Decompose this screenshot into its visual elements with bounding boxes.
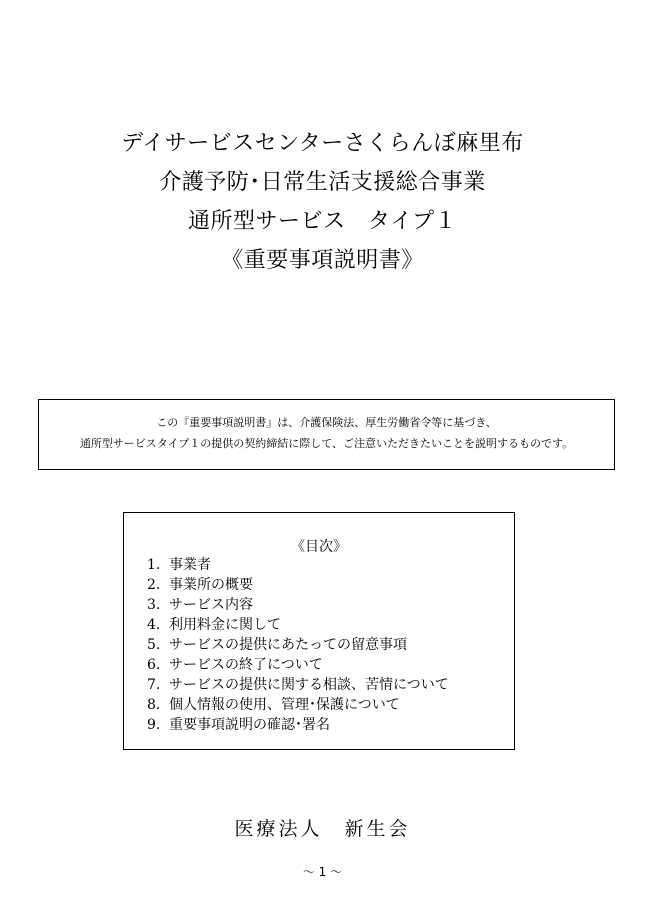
toc-item-number: 4.	[147, 617, 161, 633]
toc-item-label: 個人情報の使用、管理･保護について	[169, 697, 400, 713]
toc-item-number: 9.	[147, 717, 161, 733]
toc-item	[147, 655, 449, 675]
toc-item-number: 5.	[147, 637, 161, 653]
notice-box	[38, 399, 615, 470]
toc-item-label: サービス内容	[169, 597, 253, 613]
title-facility-name: デイサービスセンターさくらんぼ麻里布	[121, 131, 524, 156]
toc-heading: 《目次》	[291, 539, 347, 555]
toc-item	[147, 595, 449, 615]
toc-item-label: 事業者	[169, 557, 211, 573]
page-number: ～ 1 ～	[302, 865, 343, 879]
toc-item	[147, 675, 449, 695]
toc-item-label: 重要事項説明の確認･署名	[169, 717, 330, 733]
toc-item-number: 7.	[147, 677, 161, 693]
toc-item-number: 6.	[147, 657, 161, 673]
notice-line-1: この『重要事項説明書』は、介護保険法、厚生労働省令等に基づき、	[156, 416, 497, 429]
toc-item-label: 事業所の概要	[169, 577, 253, 593]
toc-item-label: 利用料金に関して	[169, 617, 281, 633]
notice-line-2: 通所型サービスタイプ１の提供の契約締結に際して、ご注意いただきたいことを説明するものです。	[79, 437, 574, 450]
toc-item	[147, 555, 449, 575]
toc-item-label: サービスの提供にあたっての留意事項	[169, 637, 407, 653]
toc-item	[147, 695, 449, 715]
title-program-name: 介護予防･日常生活支援総合事業	[159, 170, 486, 195]
organization-name: 医療法人 新生会	[234, 818, 411, 840]
toc-item-number: 8.	[147, 697, 161, 713]
toc-item-number: 2.	[147, 577, 161, 593]
toc-item	[147, 635, 449, 655]
title-document-name: 《重要事項説明書》	[221, 248, 424, 273]
document-title	[0, 124, 645, 280]
toc-item	[147, 715, 449, 735]
title-service-type: 通所型サービス タイプ１	[188, 209, 457, 234]
toc-list	[147, 555, 449, 735]
toc-item-label: サービスの終了について	[169, 657, 323, 673]
toc-item-label: サービスの提供に関する相談、苦情について	[169, 677, 449, 693]
toc-item	[147, 615, 449, 635]
toc-item	[147, 575, 449, 595]
table-of-contents	[123, 512, 515, 750]
toc-item-number: 1.	[147, 557, 161, 573]
toc-item-number: 3.	[147, 597, 161, 613]
